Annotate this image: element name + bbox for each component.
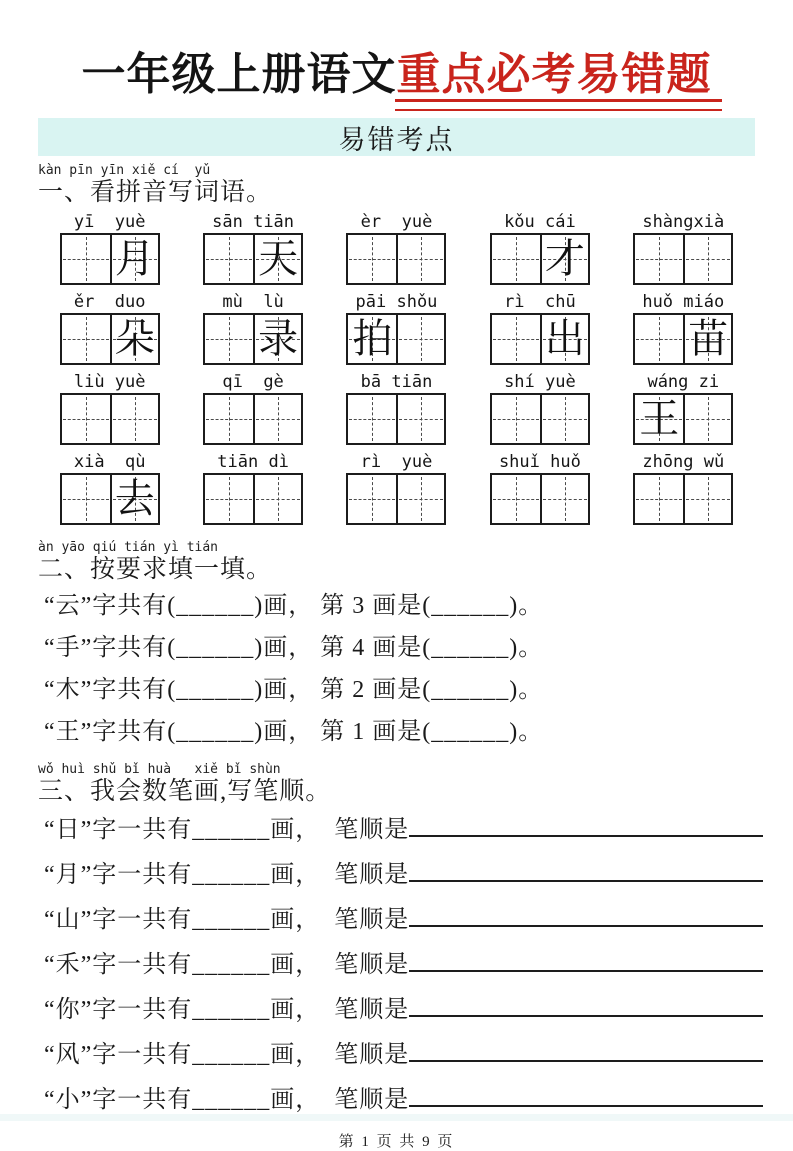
pinyin-label: rì chū xyxy=(504,292,576,312)
handwritten-char xyxy=(62,235,110,283)
handwritten-char xyxy=(205,475,253,523)
word-item xyxy=(490,372,590,445)
pinyin-label: èr yuè xyxy=(360,212,433,232)
tianzige-cell xyxy=(253,235,301,283)
stroke-order-line xyxy=(44,1032,763,1077)
pinyin-label: wáng zi xyxy=(647,372,720,392)
answer-rule xyxy=(409,852,763,882)
tianzige-cell xyxy=(62,475,110,523)
stroke-order-line xyxy=(44,942,763,987)
handwritten-char xyxy=(492,475,540,523)
section2-pinyin: àn yāo qiú tián yì tián xyxy=(38,540,219,555)
tianzige-cell xyxy=(253,315,301,363)
handwritten-char xyxy=(542,395,588,443)
handwritten-char: 王 xyxy=(639,396,680,441)
tianzige-cell xyxy=(683,475,731,523)
tianzige-cell xyxy=(540,315,588,363)
tianzige-cell xyxy=(635,315,683,363)
pinyin-label: ěr duo xyxy=(73,292,146,312)
tianzige-cell xyxy=(62,315,110,363)
word-item xyxy=(60,212,160,285)
tianzige-pair xyxy=(633,393,733,445)
tianzige-pair xyxy=(60,233,160,285)
fill-line: “云”字共有(______)画， 第 3 画是(______)。 xyxy=(44,593,544,619)
tianzige-pair xyxy=(203,473,303,525)
handwritten-char xyxy=(205,395,253,443)
tianzige-cell xyxy=(110,475,158,523)
tianzige-cell xyxy=(396,235,444,283)
handwritten-char xyxy=(205,315,253,363)
word-item xyxy=(346,452,446,525)
word-item xyxy=(490,452,590,525)
pinyin-label: shí yuè xyxy=(504,372,576,392)
answer-rule xyxy=(409,987,763,1017)
stroke-line-text: “小”字一共有______画， 笔顺是 xyxy=(44,1087,410,1113)
tianzige-cell xyxy=(253,475,301,523)
handwritten-char xyxy=(255,395,301,443)
bottom-edge-strip xyxy=(0,1114,793,1121)
tianzige-cell xyxy=(253,395,301,443)
handwritten-char xyxy=(62,315,110,363)
handwritten-char: 天 xyxy=(258,236,299,281)
word-item xyxy=(633,452,733,525)
stroke-order-line xyxy=(44,807,763,852)
handwritten-char xyxy=(398,315,444,363)
word-item xyxy=(633,372,733,445)
page-number: 第 1 页 共 9 页 xyxy=(338,1134,455,1150)
tianzige-pair xyxy=(203,313,303,365)
tianzige-cell xyxy=(635,235,683,283)
pinyin-label: yī yuè xyxy=(73,212,146,232)
page-title xyxy=(0,0,793,102)
pinyin-label: sān tiān xyxy=(212,212,295,232)
tianzige-pair xyxy=(490,313,590,365)
tianzige-cell xyxy=(348,235,396,283)
word-item xyxy=(490,212,590,285)
tianzige-cell xyxy=(110,315,158,363)
tianzige-pair xyxy=(490,473,590,525)
word-item xyxy=(346,292,446,365)
page-title-red: 重点必考易错题 xyxy=(397,38,712,102)
stroke-line-text: “你”字一共有______画， 笔顺是 xyxy=(44,997,410,1023)
tianzige-cell xyxy=(205,315,253,363)
tianzige-pair xyxy=(60,473,160,525)
handwritten-char: 去 xyxy=(114,476,155,521)
handwritten-char xyxy=(635,315,683,363)
tianzige-cell xyxy=(110,395,158,443)
handwritten-char xyxy=(398,235,444,283)
word-item xyxy=(633,212,733,285)
handwritten-char xyxy=(255,475,301,523)
stroke-line-text: “禾”字一共有______画， 笔顺是 xyxy=(44,952,410,978)
tianzige-cell xyxy=(540,475,588,523)
section3-heading: 三、我会数笔画,写笔顺。 xyxy=(38,778,332,805)
tianzige-cell xyxy=(348,475,396,523)
handwritten-char xyxy=(398,475,444,523)
handwritten-char xyxy=(205,235,253,283)
section1-pinyin: kàn pīn yīn xiě cí yǔ xyxy=(38,163,211,178)
word-item xyxy=(203,372,303,445)
handwritten-char: 出 xyxy=(544,316,585,361)
handwritten-char xyxy=(685,235,731,283)
pinyin-label: xià qù xyxy=(73,452,146,472)
handwritten-char: 苗 xyxy=(688,316,729,361)
handwritten-char xyxy=(685,395,731,443)
handwritten-char xyxy=(492,395,540,443)
tianzige-cell xyxy=(540,235,588,283)
handwritten-char xyxy=(635,475,683,523)
stroke-line-text: “月”字一共有______画， 笔顺是 xyxy=(44,862,410,888)
pinyin-label: qī gè xyxy=(222,372,284,392)
tianzige-cell xyxy=(348,395,396,443)
word-item xyxy=(346,372,446,445)
tianzige-cell xyxy=(62,395,110,443)
word-item xyxy=(203,212,303,285)
handwritten-char: 月 xyxy=(114,236,155,281)
pinyin-label: pāi shǒu xyxy=(355,292,438,312)
handwritten-char xyxy=(348,475,396,523)
answer-rule xyxy=(409,897,763,927)
pinyin-label: shàngxià xyxy=(642,212,725,232)
tianzige-pair xyxy=(346,473,446,525)
banner-label: 易错考点 xyxy=(338,124,455,155)
handwritten-char xyxy=(542,475,588,523)
word-item xyxy=(490,292,590,365)
tianzige-cell xyxy=(635,475,683,523)
handwritten-char: 朵 xyxy=(114,316,155,361)
tianzige-cell xyxy=(540,395,588,443)
handwritten-char: 录 xyxy=(258,316,299,361)
tianzige-cell xyxy=(683,315,731,363)
tianzige-cell xyxy=(683,395,731,443)
tianzige-cell xyxy=(205,235,253,283)
banner xyxy=(38,118,755,156)
stroke-order-line xyxy=(44,897,763,942)
section1-heading: 一、看拼音写词语。 xyxy=(38,179,273,206)
handwritten-char xyxy=(348,395,396,443)
tianzige-cell xyxy=(110,235,158,283)
tianzige-cell xyxy=(635,395,683,443)
pinyin-word-grid xyxy=(38,212,755,525)
answer-rule xyxy=(409,1032,763,1062)
word-item xyxy=(60,452,160,525)
word-item xyxy=(60,292,160,365)
handwritten-char xyxy=(62,395,110,443)
fill-line: “手”字共有(______)画， 第 4 画是(______)。 xyxy=(44,635,544,661)
word-item xyxy=(633,292,733,365)
section2-heading: 二、按要求填一填。 xyxy=(38,556,273,583)
answer-rule xyxy=(409,807,763,837)
tianzige-pair xyxy=(490,393,590,445)
pinyin-label: bā tiān xyxy=(360,372,433,392)
pinyin-label: zhōng wǔ xyxy=(642,452,725,472)
tianzige-cell xyxy=(492,315,540,363)
answer-rule xyxy=(409,942,763,972)
tianzige-pair xyxy=(203,233,303,285)
tianzige-cell xyxy=(492,395,540,443)
tianzige-pair xyxy=(60,393,160,445)
tianzige-pair xyxy=(203,393,303,445)
pinyin-label: mù lù xyxy=(222,292,284,312)
tianzige-cell xyxy=(396,475,444,523)
handwritten-char xyxy=(492,315,540,363)
handwritten-char xyxy=(635,235,683,283)
tianzige-cell xyxy=(62,235,110,283)
pinyin-label: shuǐ huǒ xyxy=(498,452,581,472)
word-item xyxy=(203,292,303,365)
tianzige-cell xyxy=(492,475,540,523)
pinyin-label: tiān dì xyxy=(217,452,289,472)
page-title-black: 一年级上册语文 xyxy=(81,50,397,99)
section3-pinyin: wǒ huì shǔ bǐ huà xiě bǐ shùn xyxy=(38,762,281,777)
handwritten-char xyxy=(685,475,731,523)
tianzige-cell xyxy=(683,235,731,283)
fill-line: “王”字共有(______)画， 第 1 画是(______)。 xyxy=(44,719,544,745)
stroke-order-line xyxy=(44,987,763,1032)
tianzige-cell xyxy=(348,315,396,363)
pinyin-label: liù yuè xyxy=(73,372,146,392)
tianzige-cell xyxy=(205,395,253,443)
pinyin-label: rì yuè xyxy=(360,452,433,472)
word-item xyxy=(346,212,446,285)
tianzige-pair xyxy=(633,313,733,365)
word-item xyxy=(60,372,160,445)
stroke-line-text: “日”字一共有______画， 笔顺是 xyxy=(44,817,410,843)
pinyin-label: huǒ miáo xyxy=(642,292,725,312)
tianzige-cell xyxy=(492,235,540,283)
tianzige-pair xyxy=(633,473,733,525)
handwritten-char xyxy=(398,395,444,443)
fill-line: “木”字共有(______)画， 第 2 画是(______)。 xyxy=(44,677,544,703)
tianzige-pair xyxy=(346,233,446,285)
word-item xyxy=(203,452,303,525)
stroke-line-text: “山”字一共有______画， 笔顺是 xyxy=(44,907,410,933)
tianzige-pair xyxy=(60,313,160,365)
handwritten-char xyxy=(112,395,158,443)
handwritten-char xyxy=(62,475,110,523)
tianzige-pair xyxy=(346,313,446,365)
handwritten-char xyxy=(492,235,540,283)
answer-rule xyxy=(409,1077,763,1107)
tianzige-cell xyxy=(396,315,444,363)
tianzige-cell xyxy=(396,395,444,443)
pinyin-label: kǒu cái xyxy=(504,212,576,232)
handwritten-char: 才 xyxy=(544,236,585,281)
tianzige-pair xyxy=(633,233,733,285)
tianzige-cell xyxy=(205,475,253,523)
handwritten-char xyxy=(348,235,396,283)
stroke-order-line xyxy=(44,852,763,897)
tianzige-pair xyxy=(490,233,590,285)
tianzige-pair xyxy=(346,393,446,445)
handwritten-char: 拍 xyxy=(352,316,393,361)
stroke-line-text: “风”字一共有______画， 笔顺是 xyxy=(44,1042,410,1068)
